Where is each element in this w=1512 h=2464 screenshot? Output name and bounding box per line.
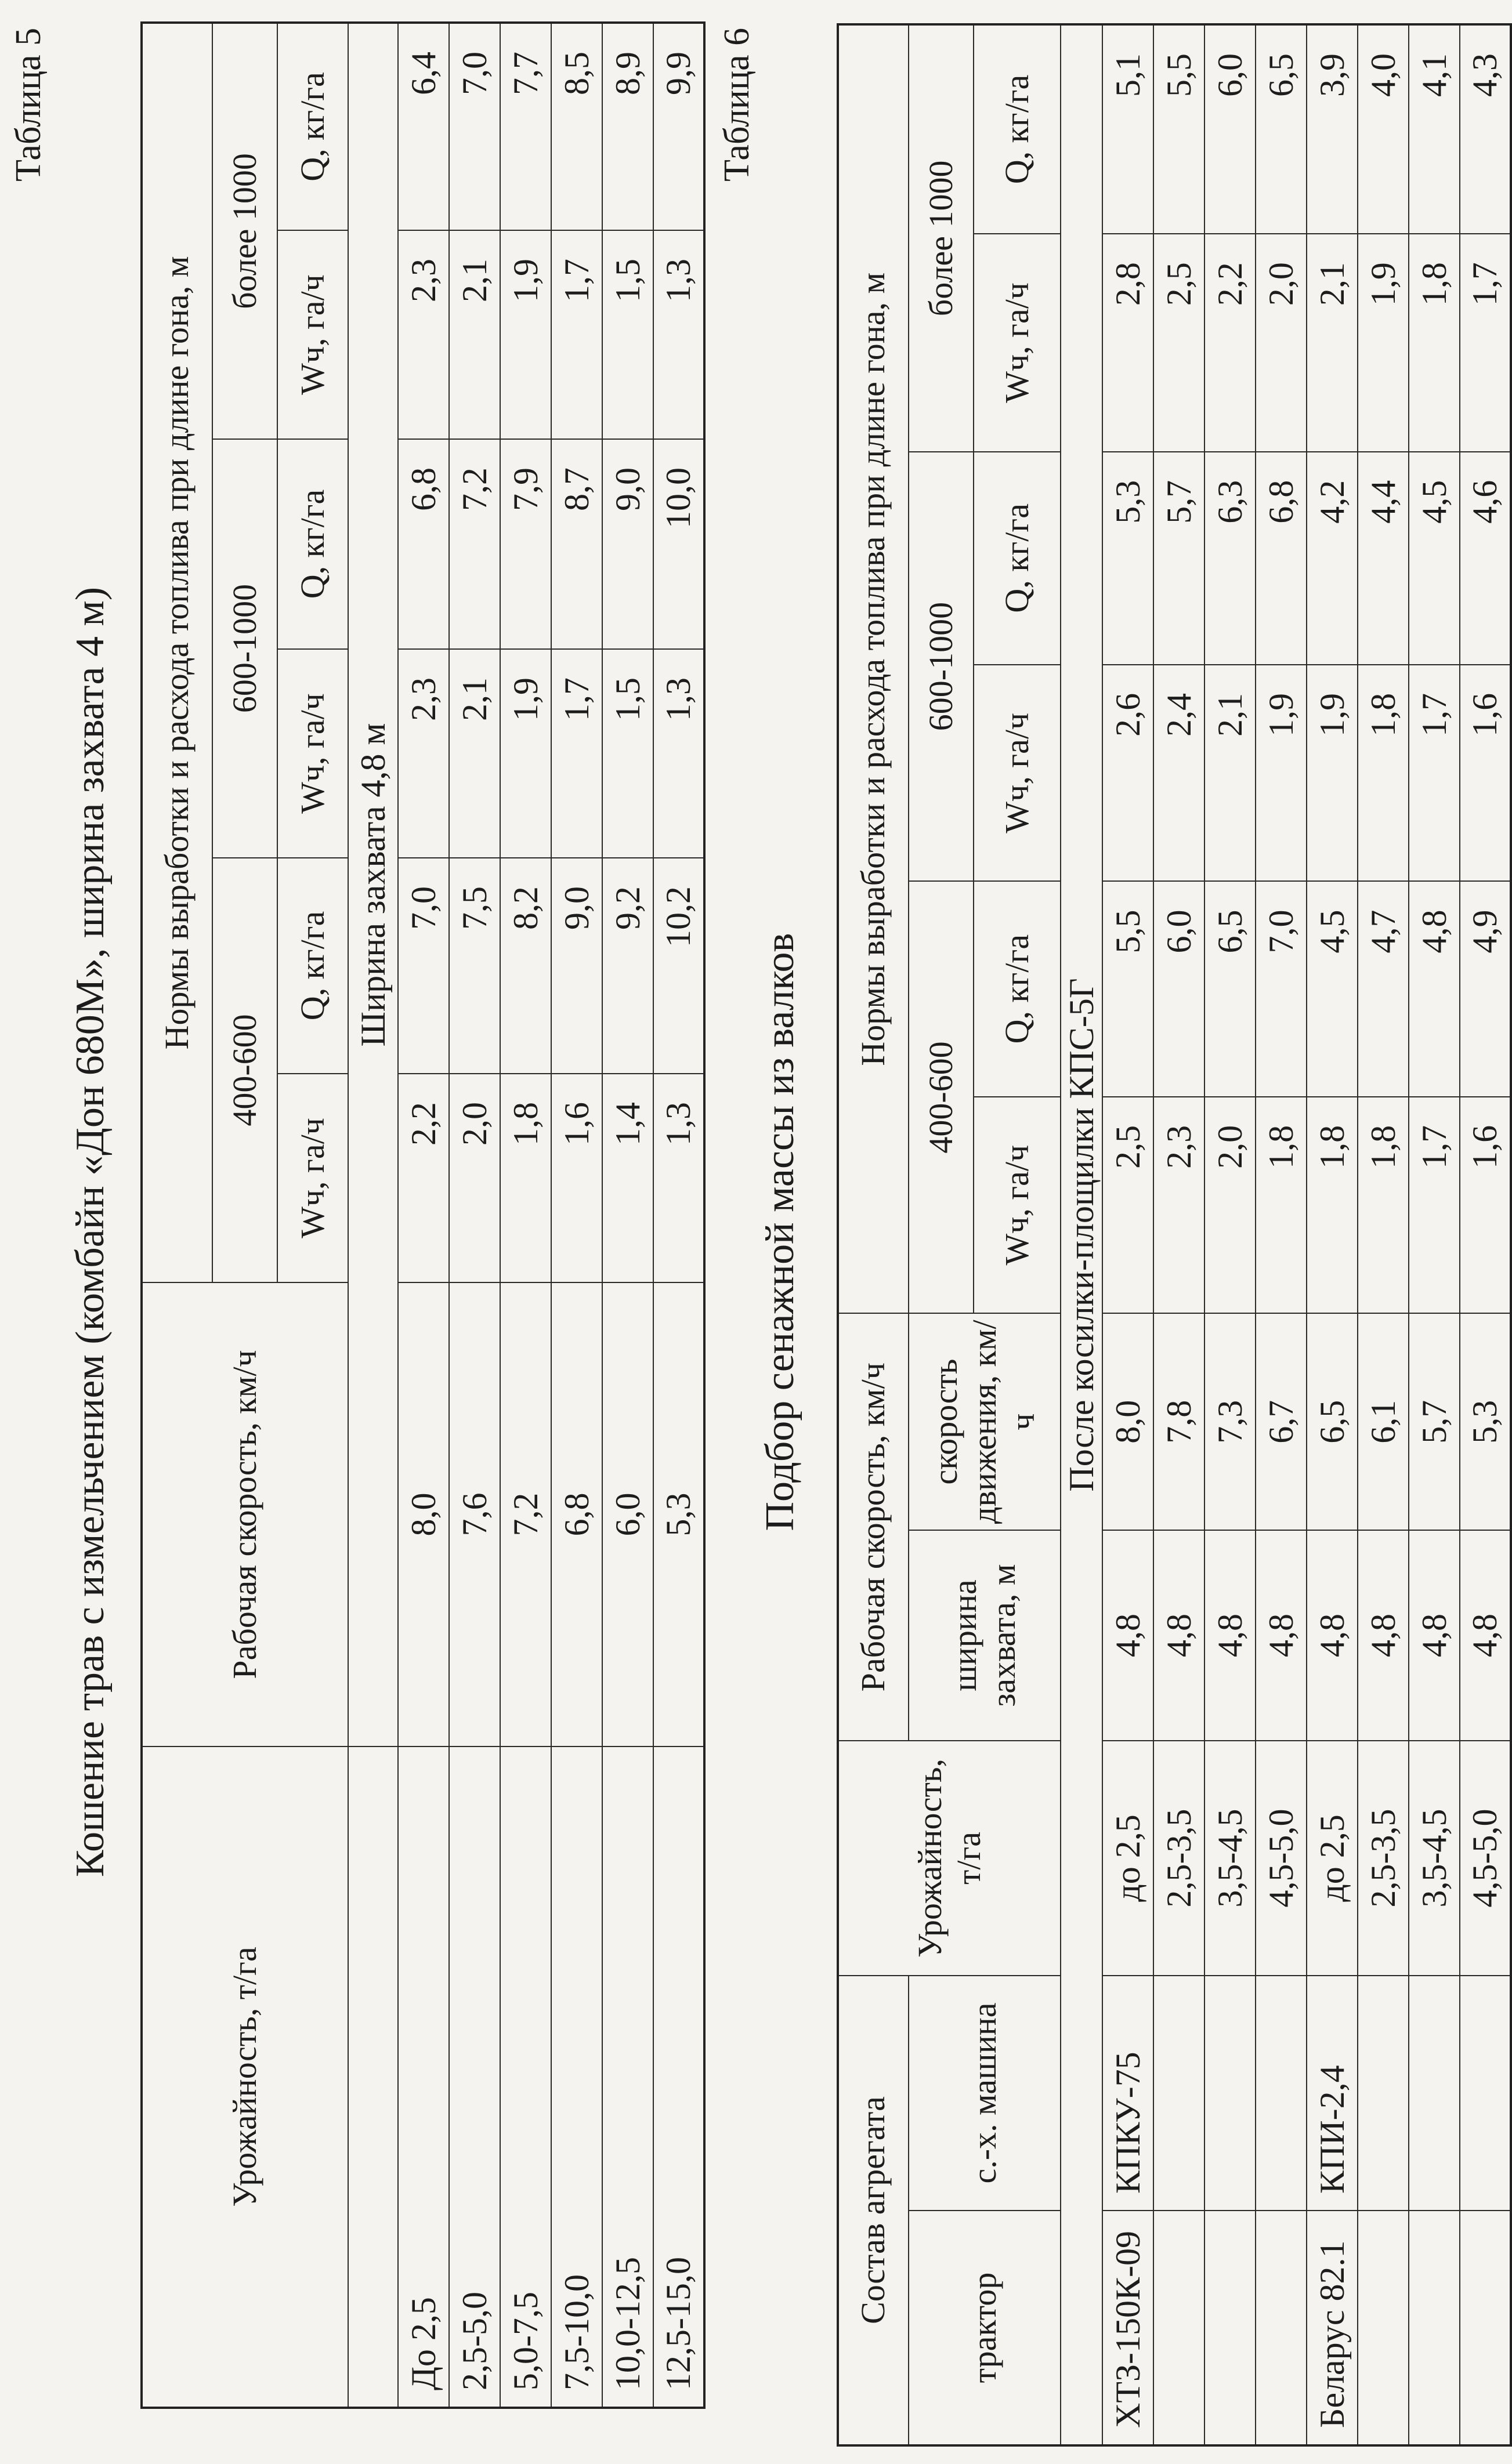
table6-cell: КПИ-2,4: [1307, 1976, 1358, 2211]
table6-cell: 6,0: [1153, 881, 1204, 1096]
table5-cell: 7,0: [398, 858, 449, 1074]
table-row: [1409, 24, 1460, 2445]
table6-header-q: Q, кг/га: [974, 881, 1061, 1096]
table6-header-range-2: 600-1000: [909, 452, 974, 882]
table6-cell: 6,8: [1256, 452, 1307, 665]
table5-cell: 1,9: [500, 230, 551, 439]
table6-cell: 2,5-3,5: [1358, 1741, 1409, 1976]
table5-cell: 2,3: [398, 230, 449, 439]
table6-cell: 1,8: [1256, 1097, 1307, 1314]
table6-cell: 1,7: [1409, 1097, 1460, 1314]
table6-cell: 2,5-3,5: [1153, 1741, 1204, 1976]
table6-cell: 4,8: [1307, 1530, 1358, 1741]
table5-cell: 8,9: [602, 23, 653, 230]
table6-cell: 4,5-5,0: [1256, 1741, 1307, 1976]
table-row: [398, 23, 449, 2408]
table6-cell: 4,8: [1153, 1530, 1204, 1741]
table6-cell: [1409, 2211, 1460, 2445]
table5-cell: 8,7: [551, 439, 602, 649]
table5-cell: 1,4: [602, 1074, 653, 1282]
table6-cell: 2,0: [1256, 234, 1307, 452]
table5-cell: 7,2: [500, 1282, 551, 1746]
table6-cell: 1,6: [1460, 1097, 1511, 1314]
table-row: [449, 23, 500, 2408]
table5-cell: 7,6: [449, 1282, 500, 1746]
table-row: [500, 23, 551, 2408]
table6-cell: 1,6: [1460, 665, 1511, 882]
table6-header-velocity: скорость движения, км/ч: [909, 1313, 1061, 1530]
table6-cell: 4,9: [1460, 881, 1511, 1096]
table6-cell: 3,9: [1307, 24, 1358, 234]
table5-header-q: Q, кг/га: [277, 439, 348, 649]
table6-cell: 5,5: [1102, 881, 1153, 1096]
table-row: [1460, 24, 1511, 2445]
table5-header-range-1: 400-600: [212, 858, 277, 1282]
table6-cell: 3,5-4,5: [1409, 1741, 1460, 1976]
table6-cell: до 2,5: [1102, 1741, 1153, 1976]
table5-cell: 7,0: [449, 23, 500, 230]
table5-cell: 2,1: [449, 230, 500, 439]
table6-cell: [1153, 2211, 1204, 2445]
table6-cell: [1358, 1976, 1409, 2211]
table6-cell: 6,0: [1204, 24, 1256, 234]
table6-cell: 2,8: [1102, 234, 1153, 452]
table6-cell: [1460, 2211, 1511, 2445]
table6-cell: 2,5: [1102, 1097, 1153, 1314]
table5-cell: 1,9: [500, 649, 551, 858]
table5: [140, 21, 706, 2409]
table6-cell: 4,8: [1204, 1530, 1256, 1741]
table6-header-machine: с.-х. машина: [909, 1976, 1061, 2211]
table6-cell: 5,5: [1153, 24, 1204, 234]
table6-header-tractor: трактор: [909, 2211, 1061, 2445]
table6-cell: 4,5-5,0: [1460, 1741, 1511, 1976]
table5-header-q: Q, кг/га: [277, 858, 348, 1074]
table-row: [1153, 24, 1204, 2445]
table-row: [1256, 24, 1307, 2445]
table5-cell: 7,2: [449, 439, 500, 649]
table6-cell: 4,5: [1307, 881, 1358, 1096]
table6-cell: 2,3: [1153, 1097, 1204, 1314]
table6-cell: до 2,5: [1307, 1741, 1358, 1976]
table6-cell: [1358, 2211, 1409, 2445]
table6-cell: 4,8: [1460, 1530, 1511, 1741]
table6-cell: 1,8: [1358, 665, 1409, 882]
table6-cell: 1,8: [1358, 1097, 1409, 1314]
table5-header-q: Q, кг/га: [277, 23, 348, 230]
table6-cell: [1256, 2211, 1307, 2445]
table6-cell: 7,0: [1256, 881, 1307, 1096]
table6-cell: 4,7: [1358, 881, 1409, 1096]
table-row: [1358, 24, 1409, 2445]
table6-cell: 5,3: [1460, 1313, 1511, 1530]
table6-cell: [1256, 1976, 1307, 2211]
table5-cell: 5,0-7,5: [500, 1746, 551, 2408]
table6-cell: ХТЗ-150К-09: [1102, 2211, 1153, 2445]
table6-cell: 2,6: [1102, 665, 1153, 882]
table6-header-yield: Урожайность, т/га: [838, 1741, 1061, 1976]
table6-cell: 6,1: [1358, 1313, 1409, 1530]
table6-cell: 6,5: [1307, 1313, 1358, 1530]
table6-cell: 1,8: [1307, 1097, 1358, 1314]
table5-cell: 1,3: [653, 230, 704, 439]
table6-header-range-1: 400-600: [909, 881, 974, 1313]
table6-section-row: После косилки-площилки КПС-5Г: [1061, 24, 1102, 2445]
table6-cell: 8,0: [1102, 1313, 1153, 1530]
table5-cell: 1,5: [602, 230, 653, 439]
table5-cell: 2,3: [398, 649, 449, 858]
table6-cell: [1153, 1976, 1204, 2211]
table6-cell: 1,7: [1460, 234, 1511, 452]
table5-header-speed: Рабочая скорость, км/ч: [142, 1282, 348, 1746]
table5-cell: 12,5-15,0: [653, 1746, 704, 2408]
table6-cell: Беларус 82.1: [1307, 2211, 1358, 2445]
table5-header-w: Wч, га/ч: [277, 649, 348, 858]
table5-title: Кошение трав с измельчением (комбайн «Дон 680М», ширина захвата 4 м): [68, 586, 113, 1878]
table6-cell: 5,7: [1153, 452, 1204, 665]
table5-cell: 1,3: [653, 649, 704, 858]
table6-cell: 1,9: [1256, 665, 1307, 882]
table5-cell: 10,0: [653, 439, 704, 649]
table5-cell: 9,0: [602, 439, 653, 649]
table6-cell: 4,8: [1102, 1530, 1153, 1741]
table6-title: Подбор сенажной массы из валков: [758, 933, 802, 1531]
table5-cell: 6,4: [398, 23, 449, 230]
table5-cell: 1,6: [551, 1074, 602, 1282]
table6-cell: 1,9: [1307, 665, 1358, 882]
table6-cell: 4,8: [1358, 1530, 1409, 1741]
table5-header-yield: Урожайность, т/га: [142, 1746, 348, 2408]
table6-header-q: Q, кг/га: [974, 452, 1061, 665]
table6-cell: 6,7: [1256, 1313, 1307, 1530]
table5-cell: 5,3: [653, 1282, 704, 1746]
table6-cell: 6,5: [1204, 881, 1256, 1096]
table5-header-range-3: более 1000: [212, 23, 277, 439]
table-row: [602, 23, 653, 2408]
table5-cell: До 2,5: [398, 1746, 449, 2408]
table-row: [1102, 24, 1153, 2445]
table6-cell: [1204, 2211, 1256, 2445]
table5-header-w: Wч, га/ч: [277, 230, 348, 439]
table5-cell: 9,9: [653, 23, 704, 230]
table6-cell: 2,2: [1204, 234, 1256, 452]
table6-cell: 7,8: [1153, 1313, 1204, 1530]
table6-cell: 2,1: [1307, 234, 1358, 452]
table6-cell: 4,3: [1460, 24, 1511, 234]
table5-header-norms: Нормы выработки и расхода топлива при длине гона, м: [142, 23, 212, 1282]
table5-cell: 8,0: [398, 1282, 449, 1746]
table6-cell: 4,5: [1409, 452, 1460, 665]
table6-cell: 1,7: [1409, 665, 1460, 882]
table-row: [551, 23, 602, 2408]
table6-header-unit: Состав агрегата: [838, 1976, 909, 2445]
table6-cell: 2,0: [1204, 1097, 1256, 1314]
table5-cell: 10,2: [653, 858, 704, 1074]
table-row: [1307, 24, 1358, 2445]
table6-cell: 5,7: [1409, 1313, 1460, 1530]
table6-header-w: Wч, га/ч: [974, 665, 1061, 882]
table6-cell: 2,5: [1153, 234, 1204, 452]
table6-cell: 4,2: [1307, 452, 1358, 665]
table5-cell: 9,2: [602, 858, 653, 1074]
table6-cell: 1,8: [1409, 234, 1460, 452]
table5-cell: 1,7: [551, 230, 602, 439]
table6-cell: 4,6: [1460, 452, 1511, 665]
table6-cell: 5,1: [1102, 24, 1153, 234]
table6-header-speed: Рабочая скорость, км/ч: [838, 1313, 909, 1741]
table5-header-w: Wч, га/ч: [277, 1074, 348, 1282]
table5-cell: 7,5-10,0: [551, 1746, 602, 2408]
table5-cell: 1,7: [551, 649, 602, 858]
table5-cell: 6,8: [551, 1282, 602, 1746]
table5-label: Таблица 5: [9, 27, 48, 182]
table6-cell: 7,3: [1204, 1313, 1256, 1530]
table6-cell: 4,8: [1409, 881, 1460, 1096]
table-row: [1204, 24, 1256, 2445]
table5-header-range-2: 600-1000: [212, 439, 277, 858]
table5-cell: 2,5-5,0: [449, 1746, 500, 2408]
table5-cell: 7,5: [449, 858, 500, 1074]
table6-cell: 2,4: [1153, 665, 1204, 882]
table6-cell: КПКУ-75: [1102, 1976, 1153, 2211]
table5-cell: 2,2: [398, 1074, 449, 1282]
table6-cell: 4,4: [1358, 452, 1409, 665]
table6-cell: 4,8: [1409, 1530, 1460, 1741]
table6-cell: 5,3: [1102, 452, 1153, 665]
table6-header-w: Wч, га/ч: [974, 234, 1061, 452]
table6-header-norms: Нормы выработки и расхода топлива при длине гона, м: [838, 24, 909, 1313]
table5-cell: 9,0: [551, 858, 602, 1074]
table5-cell: 8,2: [500, 858, 551, 1074]
table6-cell: 2,1: [1204, 665, 1256, 882]
table6-cell: 3,5-4,5: [1204, 1741, 1256, 1976]
table6-header-range-3: более 1000: [909, 24, 974, 452]
table5-cell: 6,8: [398, 439, 449, 649]
table5-cell: 6,0: [602, 1282, 653, 1746]
table6-cell: 6,5: [1256, 24, 1307, 234]
table6-cell: 4,1: [1409, 24, 1460, 234]
table5-cell: 1,8: [500, 1074, 551, 1282]
table5-cell: 10,0-12,5: [602, 1746, 653, 2408]
table6-cell: 4,0: [1358, 24, 1409, 234]
table5-cell: 7,9: [500, 439, 551, 649]
table6-cell: 4,8: [1256, 1530, 1307, 1741]
table6: [837, 23, 1512, 2447]
table5-cell: 2,1: [449, 649, 500, 858]
table6-cell: 6,3: [1204, 452, 1256, 665]
table5-section-row: Ширина захвата 4,8 м: [348, 23, 398, 1746]
table6-cell: [1460, 1976, 1511, 2211]
table5-cell: 8,5: [551, 23, 602, 230]
table5-cell: 1,5: [602, 649, 653, 858]
table6-header-q: Q, кг/га: [974, 24, 1061, 234]
table6-header-w: Wч, га/ч: [974, 1097, 1061, 1314]
table6-cell: [1204, 1976, 1256, 2211]
table5-cell: 2,0: [449, 1074, 500, 1282]
table5-cell: 7,7: [500, 23, 551, 230]
table6-cell: [1409, 1976, 1460, 2211]
table6-label: Таблица 6: [717, 27, 757, 182]
table6-header-width: ширина захвата, м: [909, 1530, 1061, 1741]
table-row: [653, 23, 704, 2408]
table5-cell: 1,3: [653, 1074, 704, 1282]
table6-cell: 1,9: [1358, 234, 1409, 452]
